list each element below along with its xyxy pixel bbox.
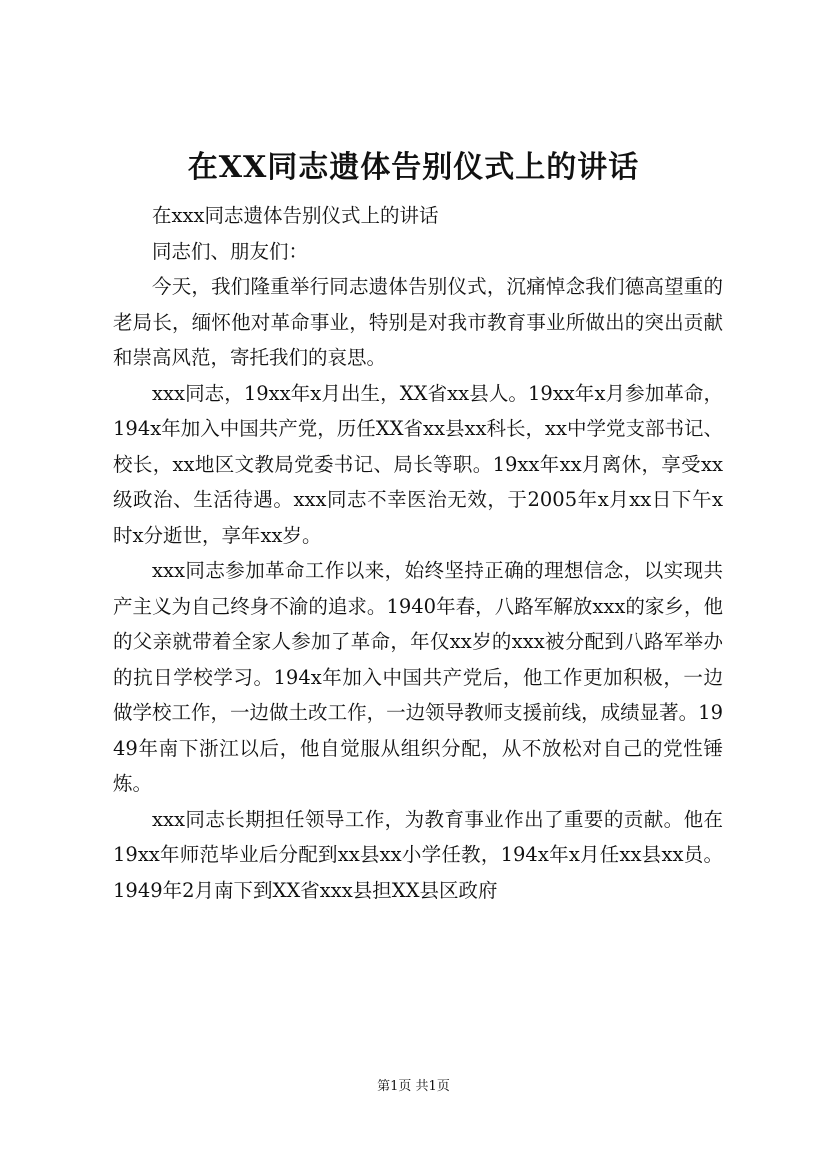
document-title: 在XX同志遗体告别仪式上的讲话 <box>187 150 640 185</box>
body-paragraph: 今天，我们隆重举行同志遗体告别仪式，沉痛悼念我们德高望重的老局长，缅怀他对革命事业，特别是对我市教育事业所做出的突出贡献和崇高风范，寄托我们的哀思。 <box>113 275 723 369</box>
body-paragraph: xxx同志参加革命工作以来，始终坚持正确的理想信念，以实现共产主义为自己终身不渝的追求。1940年春，八路军解放xxx的家乡，他的父亲就带着全家人参加了革命，年仅xx岁的xxx被分配到八路军举办的抗日学校学习。194x年加入中国共产党后，他工作更加积极，一边做学校工作，一边做土改工作，一边领导教师支援前线，成绩显著。1949年南下浙江以后，他自觉服从组织分配，从不放松对自己的党性锤炼。 <box>113 559 723 795</box>
document-body <box>113 198 723 908</box>
body-paragraph: xxx同志，19xx年x月出生，XX省xx县人。19xx年x月参加革命，194x年加入中国共产党，历任XX省xx县xx科长，xx中学党支部书记、校长，xx地区文教局党委书记、局长等职。19xx年xx月离休，享受xx级政治、生活待遇。xxx同志不幸医治无效，于2005年x月xx日下午x时x分逝世，享年xx岁。 <box>113 381 723 547</box>
page-footer: 第1页 共1页 <box>377 1079 450 1094</box>
subtitle-paragraph: 在xxx同志遗体告别仪式上的讲话 <box>152 204 439 227</box>
salutation-paragraph: 同志们、朋友们： <box>152 239 309 263</box>
body-paragraph: xxx同志长期担任领导工作，为教育事业作出了重要的贡献。他在19xx年师范毕业后分配到xx县xx小学任教，194x年x月任xx县xx员。1949年2月南下到XX省xxx县担XX县区政府 <box>113 807 723 902</box>
